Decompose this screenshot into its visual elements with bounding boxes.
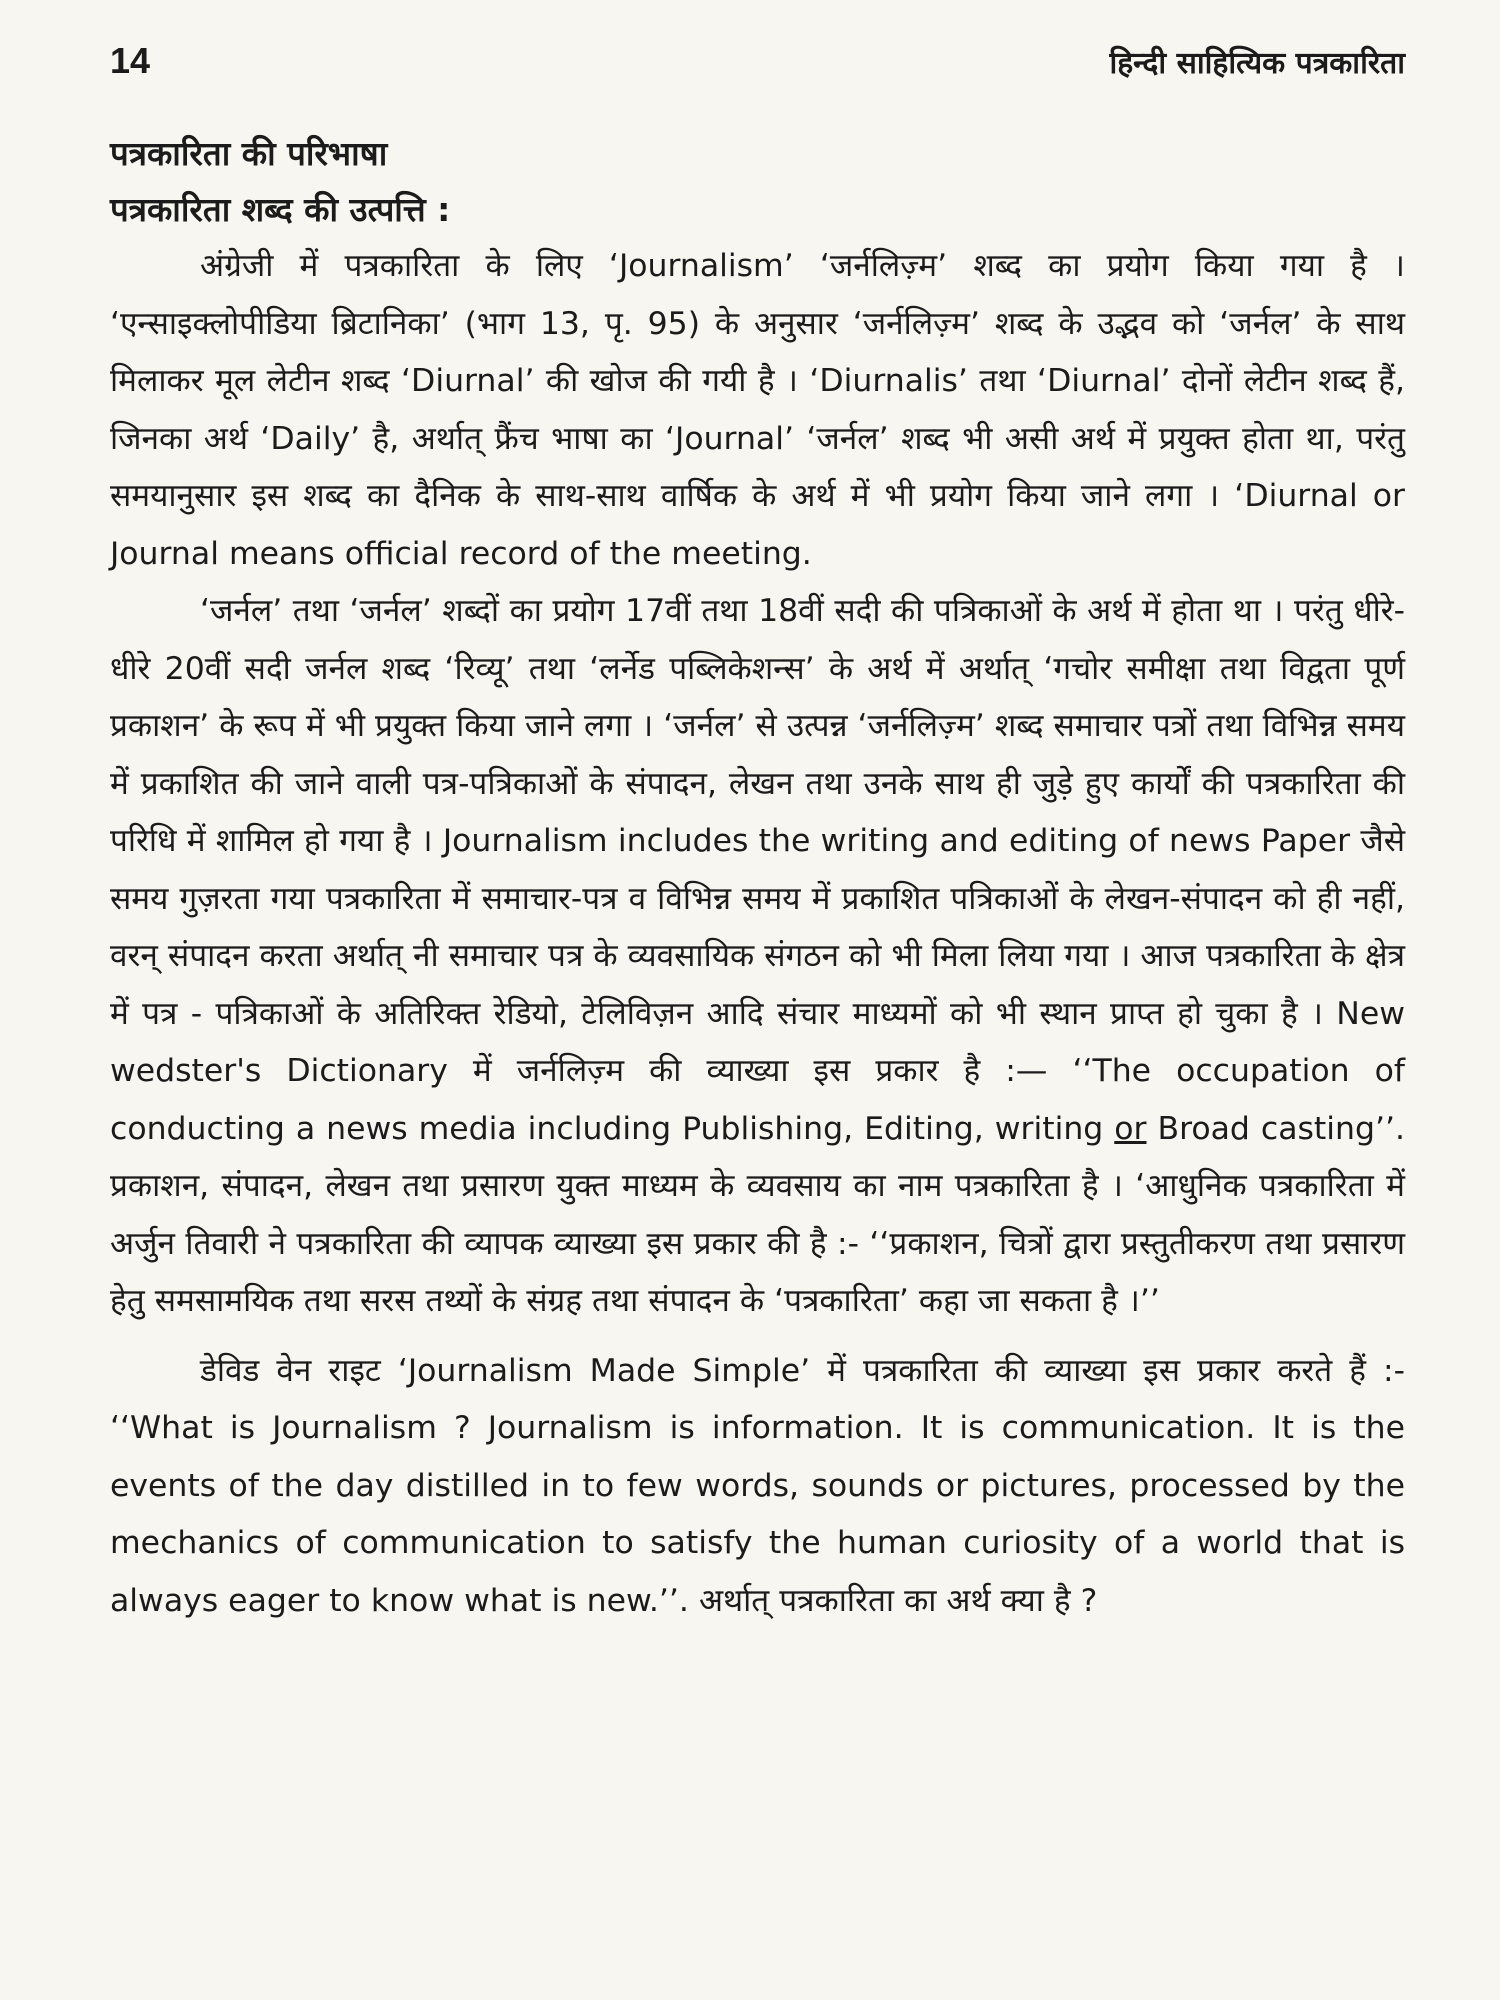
page-number: 14 [110,40,151,81]
paragraph-definitions [110,583,1405,1331]
paragraph-origin: अंग्रेजी में पत्रकारिता के लिए ‘Journalism’ ‘जर्नलिज़्म’ शब्द का प्रयोग किया गया है । ‘एन्साइक्लोपीडिया ब्रिटानिका’ (भाग 13, पृ. 95) के अनुसार ‘जर्नलिज़्म’ शब्द के उद्भव को ‘जर्नल’ के साथ मिलाकर मूल लेटीन शब्द ‘Diurnal’ की खोज की गयी है । ‘Diurnalis’ तथा ‘Diurnal’ दोनों लेटीन शब्द हैं, जिनका अर्थ ‘Daily’ है, अर्थात् फ्रैंच भाषा का ‘Journal’ ‘जर्नल’ शब्द भी असी अर्थ में प्रयुक्त होता था, परंतु समयानुसार इस शब्द का दैनिक के साथ-साथ वार्षिक के अर्थ में भी प्रयोग किया जाने लगा । ‘Diurnal or Journal means official record of the meeting. [110,248,1405,572]
paragraph-definitions-text: ‘जर्नल’ तथा ‘जर्नल’ शब्दों का प्रयोग 17वीं तथा 18वीं सदी की पत्रिकाओं के अर्थ में होता था । परंतु धीरे-धीरे 20वीं सदी जर्नल शब्द ‘रिव्यू’ तथा ‘लर्नेड पब्लिकेशन्स’ के अर्थ में अर्थात् ‘गचोर समीक्षा तथा विद्वता पूर्ण प्रकाशन’ के रूप में भी प्रयुक्त किया जाने लगा । ‘जर्नल’ से उत्पन्न ‘जर्नलिज़्म’ शब्द समाचार पत्रों तथा विभिन्न समय में प्रकाशित की जाने वाली पत्र-पत्रिकाओं के संपादन, लेखन तथा उनके साथ ही जुड़े हुए कार्यों की पत्रकारिता की परिधि में शामिल हो गया है । Journalism includes the writing and editing of news Paper जैसे समय गुज़रता गया पत्रकारिता में समाचार-पत्र व विभिन्न समय में प्रकाशित पत्रिकाओं के लेखन-संपादन को ही नहीं, वरन् संपादन करता अर्थात् नी समाचार पत्र के व्यवसायिक संगठन को भी मिला लिया गया । आज पत्रकारिता के क्षेत्र में पत्र - पत्रिकाओं के अतिरिक्त रेडियो, टेलिविज़न आदि संचार माध्यमों को भी स्थान प्राप्त हो चुका है । New wedster's Dictionary में जर्नलिज़्म की व्याख्या इस प्रकार है :— ‘‘The occupation of conducting a news media including Publishing, Editing, writing [110,593,1406,1147]
paragraph-definitions-continued: Broad casting’’. प्रकाशन, संपादन, लेखन तथा प्रसारण युक्त माध्यम के व्यवसाय का नाम पत्रकारिता है । ‘आधुनिक पत्रकारिता में अर्जुन तिवारी ने पत्रकारिता की व्यापक व्याख्या इस प्रकार की है :- ‘‘प्रकाशन, चित्रों द्वारा प्रस्तुतीकरण तथा प्रसारण हेतु समसामयिक तथा सरस तथ्यों के संग्रह तथा संपादन के ‘पत्रकारिता’ कहा जा सकता है ।’’ [110,1110,1406,1319]
running-header [110,40,1405,82]
underlined-word: or [1114,1110,1147,1147]
paragraph-journalism-made-simple: डेविड वेन राइट ‘Journalism Made Simple’ में पत्रकारिता की व्याख्या इस प्रकार करते हैं :- ‘‘What is Journalism ? Journalism is information. It is communication. It is the events of the day distilled in to few words, sounds or pictures, processed by the mechanics of communication to satisfy the human curiosity of a world that is always eager to know what is new.’’. अर्थात् पत्रकारिता का अर्थ क्या है ? [110,1352,1405,1619]
section-heading: पत्रकारिता की परिभाषा [110,134,388,173]
subsection-heading: पत्रकारिता शब्द की उत्पत्ति : [110,190,451,229]
running-title: हिन्दी साहित्यिक पत्रकारिता [1109,46,1405,81]
